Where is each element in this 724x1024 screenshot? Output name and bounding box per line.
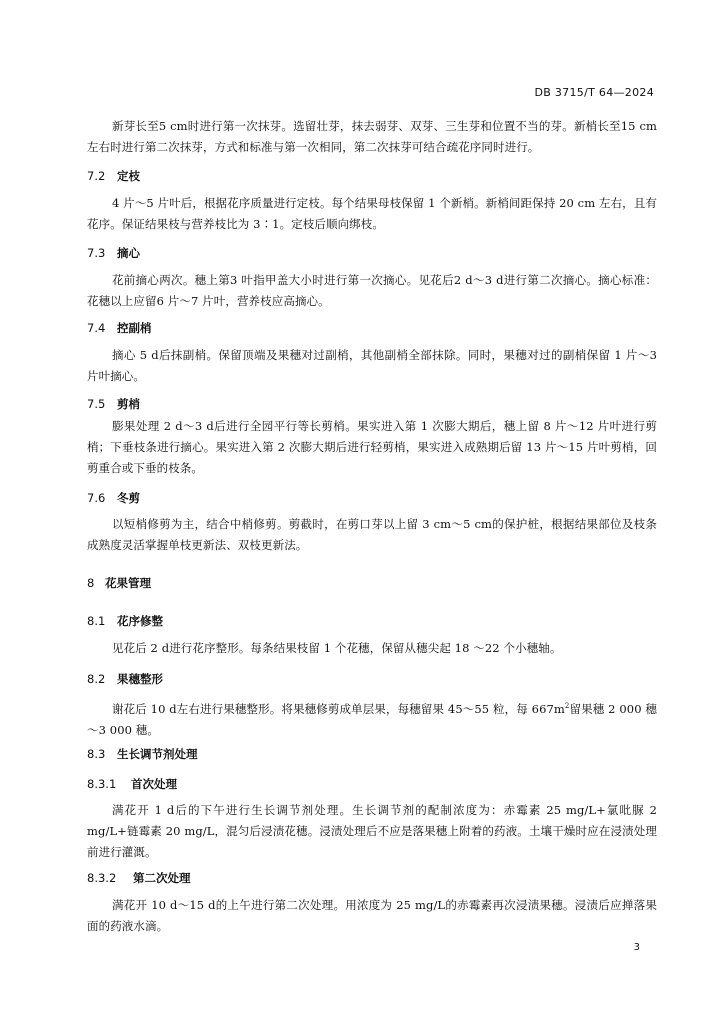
- paragraph-7-5: 膨果处理 2 d～3 d后进行全园平行等长剪梢。果实进入第 1 次膨大期后，穗上留 8 片～12 片叶进行剪梢；下垂枝条进行摘心。果实进入第 2 次膨大期后进行轻剪梢，果实进入成熟期后留 13 片～15 片叶剪梢，回剪重合或下垂的枝条。: [87, 419, 657, 475]
- section-title: 生长调节剂处理: [117, 747, 198, 761]
- section-number: 8.3.1: [87, 777, 117, 791]
- section-number: 8.3: [87, 747, 106, 761]
- section-title: 冬剪: [117, 491, 140, 505]
- section-heading-8-1: [87, 613, 163, 629]
- section-title: 花序修整: [117, 614, 163, 628]
- section-heading-8-3-2: [87, 870, 191, 886]
- paragraph-sprout-removal: 新芽长至5 cm时进行第一次抹芽。选留壮芽，抹去弱芽、双芽、三生芽和位置不当的芽。新梢长至15 cm左右时进行第二次抹芽，方式和标准与第一次相同，第二次抹芽可结合疏花序同时进行。: [87, 119, 657, 154]
- paragraph-8-1: 见花后 2 d进行花序整形。每条结果枝留 1 个花穗，保留从穗尖起 18 ～22 个小穗轴。: [112, 641, 562, 655]
- section-title: 剪梢: [117, 397, 140, 411]
- text-segment: 留果穗 2 000 穗～3 000 穗。: [87, 701, 657, 737]
- section-heading-7-5: [87, 396, 140, 412]
- paragraph-7-2: 4 片～5 片叶后，根据花序质量进行定枝。每个结果母枝保留 1 个新梢。新梢间距保持 20 cm 左右，且有花序。保证结果枝与营养枝比为 3∶1。定枝后顺向绑枝。: [87, 196, 657, 231]
- chapter-title: 花果管理: [105, 576, 151, 590]
- section-heading-8-3: [87, 746, 198, 762]
- paragraph-8-3-1: 满花开 1 d后的下午进行生长调节剂处理。生长调节剂的配制浓度为：赤霉素 25 mg/L+氯吡脲 2 mg/L+链霉素 20 mg/L，混匀后浸渍花穗。浸渍处理后不应是落果穗上附着的药液。土壤干燥时应在浸渍处理前进行灌溉。: [87, 803, 657, 859]
- section-number: 7.6: [87, 491, 106, 505]
- section-heading-8-2: [87, 671, 163, 687]
- section-title: 摘心: [117, 246, 140, 260]
- chapter-heading-8: [87, 575, 151, 591]
- section-number: 7.3: [87, 246, 106, 260]
- page-number: 3: [633, 942, 640, 953]
- section-number: 7.4: [87, 321, 106, 335]
- section-heading-7-2: [87, 168, 140, 184]
- section-title: 控副梢: [117, 321, 152, 335]
- section-title: 果穗整形: [117, 672, 163, 686]
- section-heading-7-6: [87, 490, 140, 506]
- section-number: 7.2: [87, 169, 106, 183]
- paragraph-8-3-2: 满花开 10 d～15 d的上午进行第二次处理。用浓度为 25 mg/L的赤霉素再次浸渍果穗。浸渍后应掸落果面的药液水滴。: [87, 898, 657, 933]
- chapter-number: 8: [87, 576, 95, 590]
- section-number: 8.2: [87, 672, 106, 686]
- paragraph-8-2: [87, 696, 657, 741]
- section-title: 首次处理: [131, 777, 177, 791]
- paragraph-7-3: 花前摘心两次。穗上第3 叶指甲盖大小时进行第一次摘心。见花后2 d～3 d进行第二次摘心。摘心标准：花穗以上应留6 片～7 片叶，营养枝应高摘心。: [87, 273, 657, 308]
- section-title: 定枝: [117, 169, 140, 183]
- paragraph-7-6: 以短梢修剪为主，结合中梢修剪。剪截时，在剪口芽以上留 3 cm～5 cm的保护桩，根据结果部位及枝条成熟度灵活掌握单枝更新法、双枝更新法。: [87, 517, 657, 552]
- text-segment: 谢花后 10 d左右进行果穗整形。将果穗修剪成单层果，每穗留果 45～55 粒，每 667m: [112, 701, 565, 716]
- superscript: 2: [564, 702, 570, 710]
- document-code: DB 3715/T 64—2024: [534, 86, 654, 99]
- section-title: 第二次处理: [133, 871, 191, 885]
- section-heading-7-3: [87, 245, 140, 261]
- section-heading-7-4: [87, 320, 152, 336]
- section-heading-8-3-1: [87, 776, 177, 792]
- paragraph-7-4: 摘心 5 d后抹副梢。保留顶端及果穗对过副梢，其他副梢全部抹除。同时，果穗对过的副梢保留 1 片～3 片叶摘心。: [87, 348, 657, 383]
- section-number: 8.1: [87, 614, 106, 628]
- section-number: 7.5: [87, 397, 106, 411]
- section-number: 8.3.2: [87, 871, 117, 885]
